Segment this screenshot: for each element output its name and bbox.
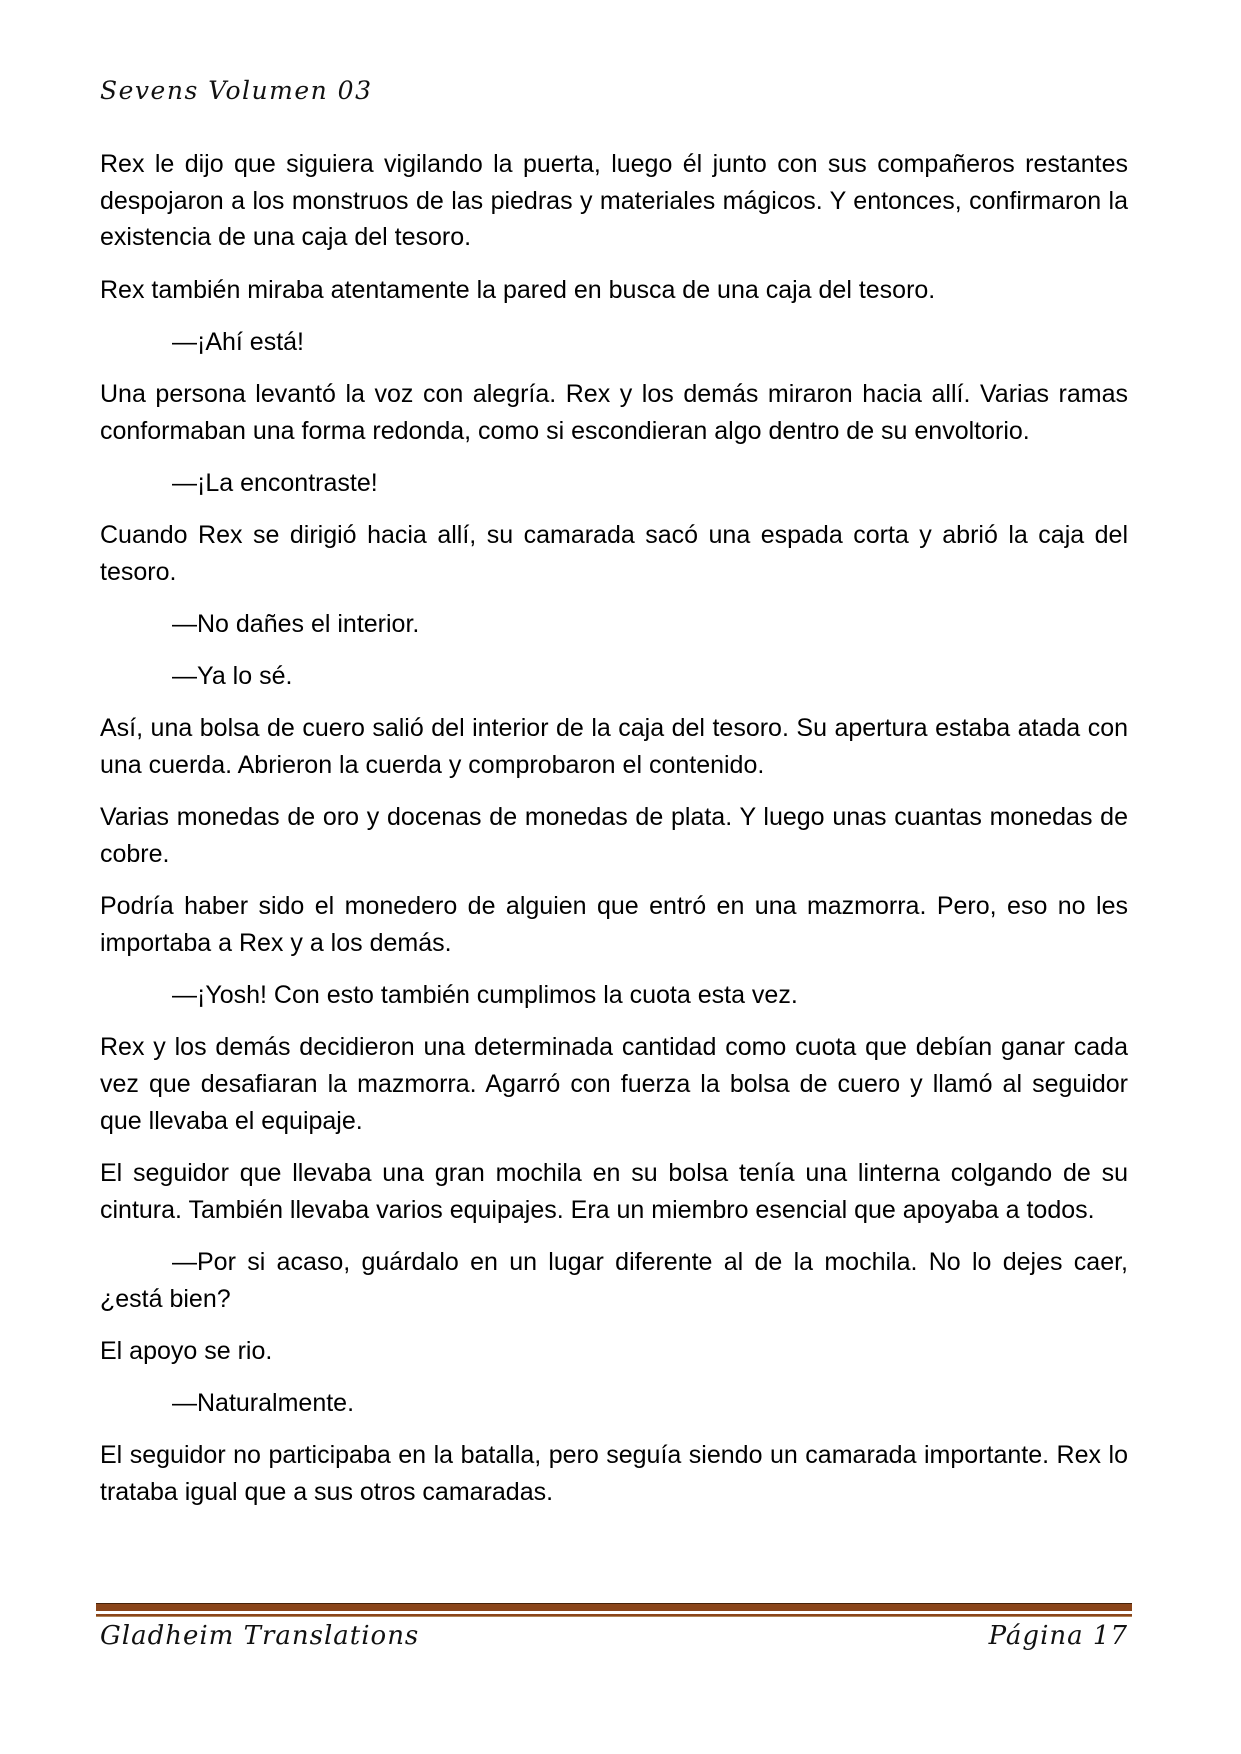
- page-header-title: Sevens Volumen 03: [100, 76, 373, 105]
- paragraph: Podría haber sido el monedero de alguien que entró en una mazmorra. Pero, eso no les importaba a Rex y a los demás.: [100, 892, 1128, 957]
- dialogue-line: —¡Ahí está!: [172, 327, 304, 356]
- paragraph: Cuando Rex se dirigió hacia allí, su camarada sacó una espada corta y abrió la caja del tesoro.: [100, 521, 1128, 586]
- footer-translator-credit: Gladheim Translations: [100, 1621, 420, 1651]
- dialogue-line: —Ya lo sé.: [172, 662, 293, 691]
- paragraph: El seguidor no participaba en la batalla, pero seguía siendo un camarada importante. Rex lo trataba igual que a sus otros camaradas.: [100, 1441, 1128, 1506]
- paragraph: Varias monedas de oro y docenas de monedas de plata. Y luego unas cuantas monedas de cobre.: [100, 803, 1128, 869]
- paragraph: El apoyo se rio.: [100, 1336, 273, 1365]
- body-text-column: [100, 146, 1128, 1526]
- paragraph: Rex le dijo que siguiera vigilando la puerta, luego él junto con sus compañeros restantes despojaron a los monstruos de las piedras y materiales mágicos. Y entonces, confirmaron la existencia de una caja del tesoro.: [100, 150, 1128, 252]
- paragraph: Una persona levantó la voz con alegría. Rex y los demás miraron hacia allí. Varias ramas conformaban una forma redonda, como si escondieran algo dentro de su envoltorio.: [100, 380, 1128, 445]
- paragraph: Así, una bolsa de cuero salió del interior de la caja del tesoro. Su apertura estaba atada con una cuerda. Abrieron la cuerda y comprobaron el contenido.: [100, 714, 1128, 780]
- paragraph: Rex también miraba atentamente la pared en busca de una caja del tesoro.: [100, 275, 936, 304]
- dialogue-line: —¡La encontraste!: [172, 468, 378, 497]
- footer-divider-rule: [96, 1603, 1132, 1617]
- page-footer: [100, 1621, 1128, 1651]
- footer-page-number: Página 17: [988, 1621, 1128, 1651]
- dialogue-line: —¡Yosh! Con esto también cumplimos la cuota esta vez.: [172, 981, 798, 1010]
- paragraph: El seguidor que llevaba una gran mochila en su bolsa tenía una linterna colgando de su cintura. También llevaba varios equipajes. Era un miembro esencial que apoyaba a todos.: [100, 1158, 1128, 1224]
- footer-rule-thin-line: [96, 1614, 1132, 1617]
- dialogue-line: —No dañes el interior.: [172, 610, 420, 639]
- paragraph: Rex y los demás decidieron una determinada cantidad como cuota que debían ganar cada vez que desafiaran la mazmorra. Agarró con fuerza la bolsa de cuero y llamó al seguidor que llevaba el equipaje.: [100, 1033, 1128, 1135]
- dialogue-line: —Por si acaso, guárdalo en un lugar diferente al de la mochila. No lo dejes caer, ¿está bien?: [100, 1247, 1128, 1313]
- footer-rule-thick-line: [96, 1603, 1132, 1611]
- dialogue-line: —Naturalmente.: [172, 1388, 355, 1417]
